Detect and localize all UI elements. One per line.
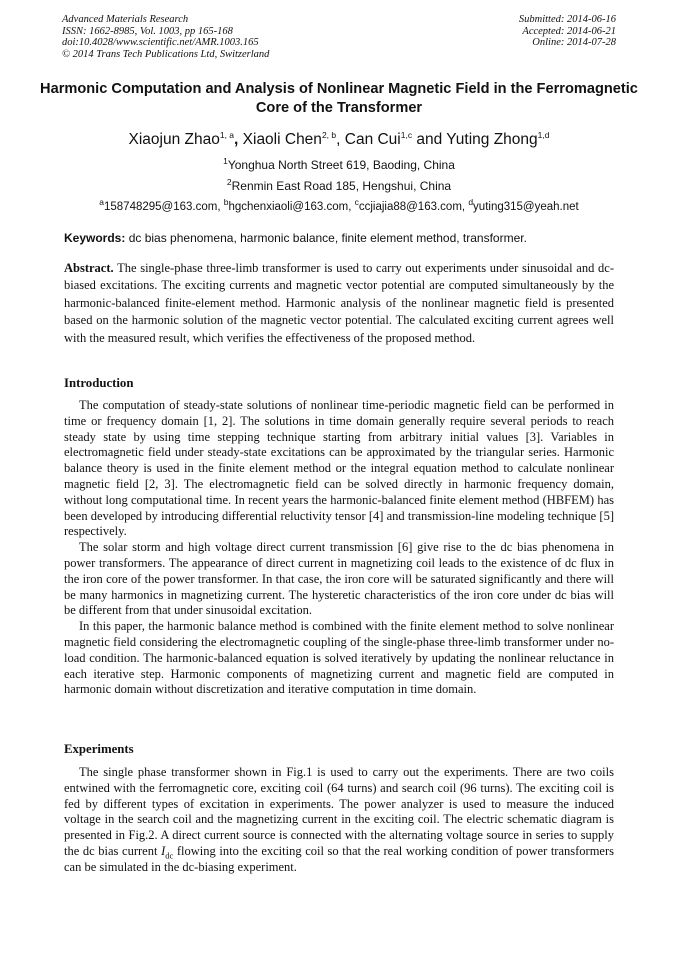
author-sup: 1,c xyxy=(400,129,413,140)
journal-info xyxy=(62,14,269,60)
author-name: Xiaojun Zhao xyxy=(128,131,220,148)
affiliation-1: $^1$Yonghua North Street 619, Baoding, China xyxy=(223,156,455,172)
email-link[interactable]: yuting315@yeah.net xyxy=(473,201,579,213)
section-heading-introduction: Introduction xyxy=(64,376,134,390)
keywords-label: Keywords: xyxy=(64,231,126,245)
paragraph: In this paper, the harmonic balance method is combined with the finite element method to solve nonlinear magnetic field considering the electromagnetic coupling of the single-phase three-limb transformer under no-load condition. The harmonic-balanced equation is solved iteratively by updating the nonlinear reluctance in each iterative step. Harmonic components of magnetizing current and magnetic field are computed in harmonic domain without discretization and iterative computation in time domain. xyxy=(64,619,614,697)
author-name: Can Cui xyxy=(344,131,401,148)
abstract-text: The single-phase three-limb transformer is used to carry out experiments under sinusoidal and dc-biased excitations. The exciting currents and magnetic vector potential are computed simultaneously by the harmonic-balanced finite-element method. Harmonic analysis of the nonlinear magnetic field is presented based on the harmonic solution of the magnetic vector potential. The calculated exciting current agrees well with the measured result, which verifies the effectiveness of the proposed method. xyxy=(64,261,614,345)
abstract xyxy=(64,260,614,347)
introduction-body xyxy=(64,398,614,698)
email-link[interactable]: 158748295@163.com xyxy=(104,201,218,213)
email-link[interactable]: ccjiajia88@163.com xyxy=(358,201,462,213)
author-sup: 1, a xyxy=(219,129,235,140)
author-sup: 2, b xyxy=(321,129,337,140)
accepted-date: Accepted: 2014-06-21 xyxy=(522,25,616,37)
copyright-line: © 2014 Trans Tech Publications Ltd, Switzerland xyxy=(62,48,270,60)
keywords xyxy=(64,231,624,245)
author-name: Yuting Zhong xyxy=(446,131,538,148)
paragraph: The solar storm and high voltage direct current transmission [6] give rise to the dc bias phenomena in power transformers. The appearance of direct current in magnetizing coil leads to the existence of dc flux in the iron core of the power transformer. In that case, the iron core will be saturated significantly and there will be many harmonics in magnetizing current. The hysteretic characteristics of the iron core under dc bias will be different from that under sinusoidal excitation. xyxy=(64,540,614,618)
paragraph: The single phase transformer shown in Fig.1 is used to carry out the experiments. There are two coils entwined with the ferromagnetic core, exciting coil (64 turns) and search coil (96 turns). The exciting coil is fed by different types of excitation in experiments. The power analyzer is used to measure the induced voltage in the search coil and the magnetizing current in the exciting coil. The electric schematic diagram is presented in Fig.2. A direct current source is connected with the alternating voltage source in series to supply the dc bias current $I_{dc}$ flowing into the exciting coil so that the real working condition of power transformers can be simulated in the dc-biasing experiment. xyxy=(64,765,615,874)
doi-line: doi:10.4028/www.scientific.net/AMR.1003.165 xyxy=(62,37,259,49)
current-symbol: I xyxy=(161,843,166,858)
journal-name: Advanced Materials Research xyxy=(62,14,189,25)
experiments-body xyxy=(64,765,614,876)
author-list: Xiaojun Zhao$^{1, a}$, Xiaoli Chen$^{2, b}$, Can Cui$^{1,c}$ and Yuting Zhong$^{1,d}$ xyxy=(128,129,550,148)
submitted-date: Submitted: 2014-06-16 xyxy=(518,14,616,25)
paragraph: The computation of steady-state solutions of nonlinear time-periodic magnetic field can be performed in time or frequency domain [1, 2]. The solutions in time domain generally require several periods to reach steady state by using time stepping technique starting from arbitrary initial values [3]. Variables in electromagnetic field under steady-state excitations can be approximated by the triangular series. Harmonic balance theory is used in the finite element method or the integral equation method to calculate nonlinear magnetic field [2, 3]. The electromagnetic field can be solved directly in harmonic frequency domain, without long computational time. In recent years the harmonic-balanced finite element method (HBFEM) has been developed by introducing differential reluctivity tensor [4] and transmission-line modeling technique [5] respectively. xyxy=(64,398,614,539)
email-link[interactable]: hgchenxiaoli@163.com xyxy=(228,201,349,213)
email-list: $^a$158748295@163.com, $^b$hgchenxiaoli@163.com, $^c$ccjiajia88@163.com, $^d$yuting315@yeah.net xyxy=(99,197,579,213)
affiliation-2: $^2$Renmin East Road 185, Hengshui, China xyxy=(226,177,452,193)
author-name: Xiaoli Chen xyxy=(242,131,322,148)
abstract-label: Abstract. xyxy=(64,261,114,275)
dates-info xyxy=(519,14,616,49)
keywords-text: dc bias phenomena, harmonic balance, finite element method, transformer. xyxy=(128,231,527,245)
author-sup: 1,d xyxy=(537,129,550,140)
online-date: Online: 2014-07-28 xyxy=(532,37,616,49)
paper-title: Harmonic Computation and Analysis of Nonlinear Magnetic Field in the Ferromagnetic Core of the Transformer xyxy=(40,81,638,116)
issn-line: ISSN: 1662-8985, Vol. 1003, pp 165-168 xyxy=(62,25,233,37)
section-heading-experiments: Experiments xyxy=(64,742,134,756)
